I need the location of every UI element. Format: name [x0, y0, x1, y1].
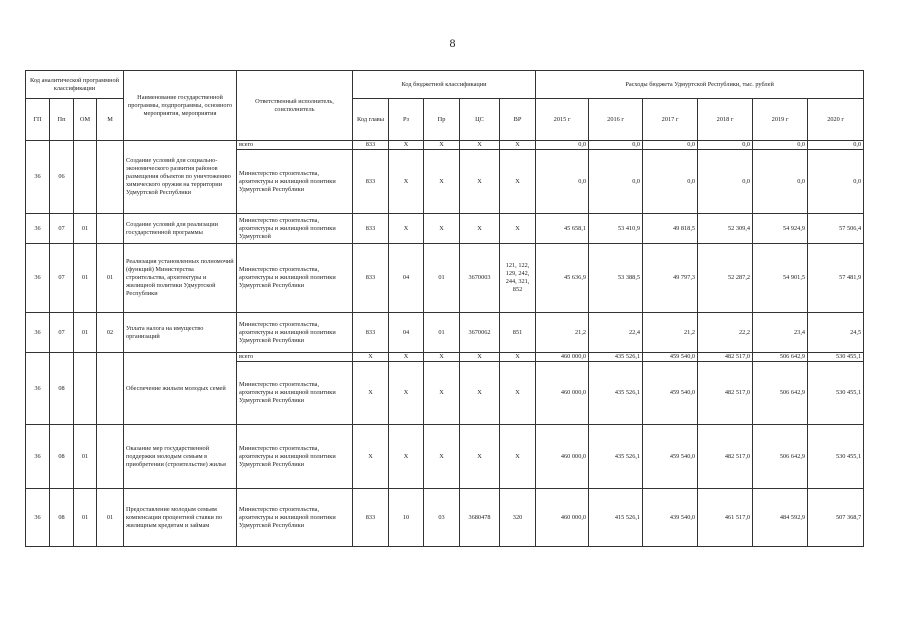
value-cell: 49 797,3 — [643, 244, 698, 313]
executor-cell: всего — [237, 141, 353, 150]
name-cell: Реализация установленных полномочий (функций) Министерства строительства, архитектуры и жилищной политики Удмуртской Республики — [124, 244, 237, 313]
year-header: 2016 г — [589, 99, 643, 141]
gp-header: ГП — [26, 99, 50, 141]
value-cell: 459 540,0 — [643, 362, 698, 425]
value-cell: 23,4 — [753, 313, 808, 353]
pp-cell: 08 — [50, 353, 74, 425]
expenses-header: Расходы бюджета Удмуртской Республики, тыс. рублей — [536, 71, 864, 99]
kg-cell: 833 — [353, 214, 389, 244]
value-cell: 45 658,1 — [536, 214, 589, 244]
m-cell — [97, 425, 124, 489]
value-cell: 0,0 — [698, 150, 753, 214]
rz-cell: X — [389, 425, 424, 489]
cs-cell: 3680478 — [460, 489, 500, 547]
value-cell: 0,0 — [643, 141, 698, 150]
om-cell: 01 — [74, 313, 97, 353]
m-header: М — [97, 99, 124, 141]
vr-cell: X — [500, 150, 536, 214]
value-cell: 0,0 — [643, 150, 698, 214]
pp-cell: 07 — [50, 313, 74, 353]
value-cell: 460 000,0 — [536, 425, 589, 489]
gp-cell: 36 — [26, 214, 50, 244]
rz-cell: X — [389, 141, 424, 150]
kg-cell: X — [353, 425, 389, 489]
vr-cell: X — [500, 214, 536, 244]
cs-cell: X — [460, 425, 500, 489]
value-cell: 415 526,1 — [589, 489, 643, 547]
value-cell: 435 526,1 — [589, 362, 643, 425]
value-cell: 506 642,9 — [753, 353, 808, 362]
pp-cell: 08 — [50, 489, 74, 547]
value-cell: 0,0 — [808, 141, 864, 150]
pr-cell: X — [424, 362, 460, 425]
value-cell: 0,0 — [536, 141, 589, 150]
name-cell: Создание условий для социально-экономического развития районов размещения объектов по уничтожению химического оружия на территории Удмуртской Республики — [124, 141, 237, 214]
name-header: Наименование государственной программы, подпрограммы, основного мероприятия, мероприятия — [124, 71, 237, 141]
executor-header: Ответственный исполнитель, соисполнитель — [237, 71, 353, 141]
value-cell: 0,0 — [753, 141, 808, 150]
year-header: 2020 г — [808, 99, 864, 141]
year-header: 2018 г — [698, 99, 753, 141]
kg-cell: 833 — [353, 150, 389, 214]
cs-cell: X — [460, 141, 500, 150]
rz-cell: 04 — [389, 244, 424, 313]
value-cell: 484 592,9 — [753, 489, 808, 547]
vr-cell: 320 — [500, 489, 536, 547]
table-row — [26, 214, 864, 244]
rz-cell: 10 — [389, 489, 424, 547]
year-header: 2017 г — [643, 99, 698, 141]
value-cell: 530 455,1 — [808, 362, 864, 425]
header-row-1 — [26, 71, 864, 99]
page-number: 8 — [449, 36, 456, 50]
value-cell: 24,5 — [808, 313, 864, 353]
executor-cell: Министерство строительства, архитектуры и жилищной политики Удмуртской — [237, 214, 353, 244]
value-cell: 0,0 — [698, 141, 753, 150]
year-header: 2019 г — [753, 99, 808, 141]
om-cell: 01 — [74, 425, 97, 489]
kg-cell: 833 — [353, 141, 389, 150]
m-cell: 02 — [97, 313, 124, 353]
om-header: ОМ — [74, 99, 97, 141]
value-cell: 435 526,1 — [589, 353, 643, 362]
value-cell: 482 517,0 — [698, 353, 753, 362]
executor-cell: всего — [237, 353, 353, 362]
pp-cell: 08 — [50, 425, 74, 489]
om-cell: 01 — [74, 489, 97, 547]
executor-cell: Министерство строительства, архитектуры и жилищной политики Удмуртской Республики — [237, 362, 353, 425]
value-cell: 507 368,7 — [808, 489, 864, 547]
value-cell: 22,4 — [589, 313, 643, 353]
value-cell: 52 309,4 — [698, 214, 753, 244]
m-cell: 01 — [97, 244, 124, 313]
cs-cell: X — [460, 353, 500, 362]
value-cell: 530 455,1 — [808, 425, 864, 489]
table-row — [26, 244, 864, 313]
value-cell: 482 517,0 — [698, 425, 753, 489]
value-cell: 54 901,5 — [753, 244, 808, 313]
m-cell — [97, 353, 124, 425]
value-cell: 439 540,0 — [643, 489, 698, 547]
table-row — [26, 425, 864, 489]
vr-cell: X — [500, 141, 536, 150]
value-cell: 460 000,0 — [536, 353, 589, 362]
cs-cell: 3670062 — [460, 313, 500, 353]
value-cell: 435 526,1 — [589, 425, 643, 489]
name-cell: Обеспечение жильем молодых семей — [124, 353, 237, 425]
value-cell: 506 642,9 — [753, 362, 808, 425]
gp-cell: 36 — [26, 489, 50, 547]
value-cell: 460 000,0 — [536, 362, 589, 425]
table-row — [26, 313, 864, 353]
cs-cell: 3670003 — [460, 244, 500, 313]
vr-cell: X — [500, 353, 536, 362]
value-cell: 461 517,0 — [698, 489, 753, 547]
m-cell — [97, 141, 124, 214]
gp-cell: 36 — [26, 353, 50, 425]
value-cell: 0,0 — [536, 150, 589, 214]
value-cell: 0,0 — [753, 150, 808, 214]
m-cell: 01 — [97, 489, 124, 547]
year-header: 2015 г — [536, 99, 589, 141]
gp-cell: 36 — [26, 244, 50, 313]
name-cell: Оказание мер государственной поддержки молодым семьям в приобретении (строительстве) жилья — [124, 425, 237, 489]
budget-table — [25, 70, 864, 547]
rz-cell: 04 — [389, 313, 424, 353]
value-cell: 0,0 — [808, 150, 864, 214]
pr-cell: X — [424, 141, 460, 150]
vr-cell: 851 — [500, 313, 536, 353]
m-cell — [97, 214, 124, 244]
cs-cell: X — [460, 150, 500, 214]
value-cell: 53 388,5 — [589, 244, 643, 313]
value-cell: 530 455,1 — [808, 353, 864, 362]
kod-glavy-header: Код главы — [353, 99, 389, 141]
cs-cell: X — [460, 362, 500, 425]
pr-cell: 01 — [424, 313, 460, 353]
value-cell: 57 481,9 — [808, 244, 864, 313]
value-cell: 482 517,0 — [698, 362, 753, 425]
vr-header: ВР — [500, 99, 536, 141]
pp-cell: 07 — [50, 214, 74, 244]
analytic-code-header: Код аналитической программной классификации — [26, 71, 124, 99]
budget-code-header: Код бюджетной классификации — [353, 71, 536, 99]
name-cell: Предоставление молодым семьям компенсации процентной ставки по жилищным кредитам и займам — [124, 489, 237, 547]
kg-cell: 833 — [353, 313, 389, 353]
value-cell: 54 924,9 — [753, 214, 808, 244]
pr-cell: X — [424, 353, 460, 362]
om-cell: 01 — [74, 244, 97, 313]
om-cell — [74, 353, 97, 425]
value-cell: 459 540,0 — [643, 353, 698, 362]
pr-cell: X — [424, 425, 460, 489]
kg-cell: X — [353, 362, 389, 425]
kg-cell: 833 — [353, 244, 389, 313]
value-cell: 459 540,0 — [643, 425, 698, 489]
name-cell: Уплата налога на имущество организаций — [124, 313, 237, 353]
pr-cell: 03 — [424, 489, 460, 547]
vr-cell: X — [500, 425, 536, 489]
om-cell: 01 — [74, 214, 97, 244]
pp-header: Пп — [50, 99, 74, 141]
cs-header: ЦС — [460, 99, 500, 141]
value-cell: 0,0 — [589, 150, 643, 214]
pr-header: Пр — [424, 99, 460, 141]
value-cell: 0,0 — [589, 141, 643, 150]
executor-cell: Министерство строительства, архитектуры и жилищной политики Удмуртской Республики — [237, 244, 353, 313]
value-cell: 506 642,9 — [753, 425, 808, 489]
gp-cell: 36 — [26, 313, 50, 353]
name-cell: Создание условий для реализации государственной программы — [124, 214, 237, 244]
kg-cell: 833 — [353, 489, 389, 547]
kg-cell: X — [353, 353, 389, 362]
rz-cell: X — [389, 214, 424, 244]
rz-header: Рз — [389, 99, 424, 141]
value-cell: 22,2 — [698, 313, 753, 353]
value-cell: 21,2 — [536, 313, 589, 353]
om-cell — [74, 141, 97, 214]
value-cell: 57 506,4 — [808, 214, 864, 244]
value-cell: 49 818,5 — [643, 214, 698, 244]
gp-cell: 36 — [26, 141, 50, 214]
rz-cell: X — [389, 150, 424, 214]
table-row — [26, 353, 864, 362]
value-cell: 460 000,0 — [536, 489, 589, 547]
table-row — [26, 489, 864, 547]
cs-cell: X — [460, 214, 500, 244]
pr-cell: X — [424, 150, 460, 214]
value-cell: 53 410,9 — [589, 214, 643, 244]
executor-cell: Министерство строительства, архитектуры и жилищной политики Удмуртской Республики — [237, 489, 353, 547]
pp-cell: 07 — [50, 244, 74, 313]
gp-cell: 36 — [26, 425, 50, 489]
pr-cell: X — [424, 214, 460, 244]
rz-cell: X — [389, 362, 424, 425]
executor-cell: Министерство строительства, архитектуры и жилищной политики Удмуртской Республики — [237, 313, 353, 353]
vr-cell: X — [500, 362, 536, 425]
value-cell: 52 287,2 — [698, 244, 753, 313]
table-row — [26, 141, 864, 150]
rz-cell: X — [389, 353, 424, 362]
pr-cell: 01 — [424, 244, 460, 313]
value-cell: 45 636,9 — [536, 244, 589, 313]
value-cell: 21,2 — [643, 313, 698, 353]
executor-cell: Министерство строительства, архитектуры и жилищной политики Удмуртской Республики — [237, 150, 353, 214]
executor-cell: Министерство строительства, архитектуры и жилищной политики Удмуртской Республики — [237, 425, 353, 489]
vr-cell: 121, 122, 129, 242, 244, 321, 852 — [500, 244, 536, 313]
pp-cell: 06 — [50, 141, 74, 214]
